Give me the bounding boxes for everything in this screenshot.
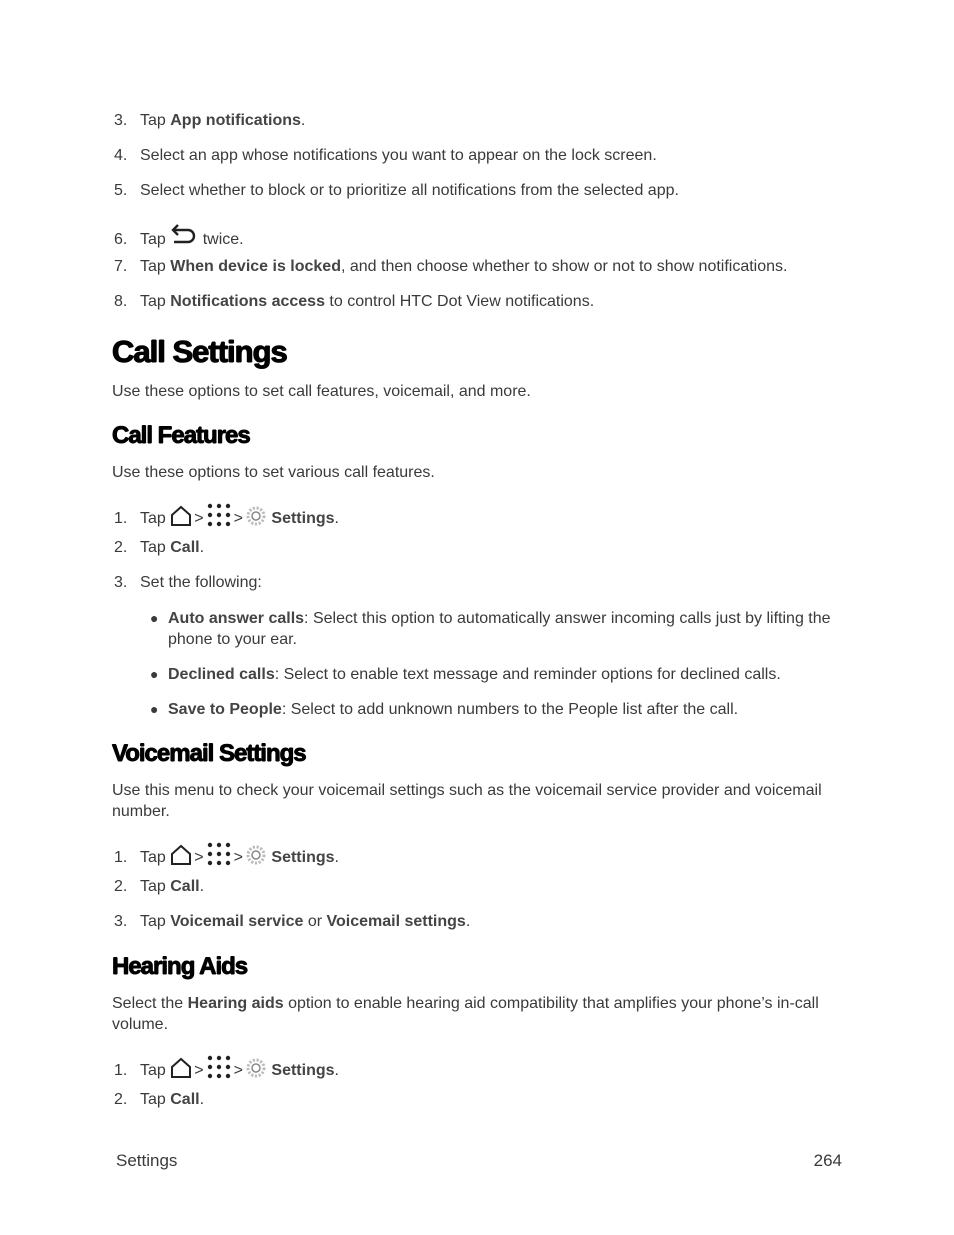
- call-features-step-call: 2. Tap Call.: [114, 539, 205, 556]
- call-settings-intro: Use these options to set call features, voicemail, and more.: [112, 383, 531, 400]
- bullet-declined-calls: ● Declined calls: Select to enable text message and reminder options for declined calls.: [150, 666, 781, 683]
- voicemail-step-call: 2. Tap Call.: [114, 878, 205, 895]
- footer-page-number: 264: [813, 1151, 842, 1170]
- hearing-aids-step-call: 2. Tap Call.: [114, 1091, 205, 1108]
- settings-gear-icon: [245, 844, 267, 872]
- apps-grid-icon: [206, 842, 232, 872]
- apps-grid-icon: [206, 1055, 232, 1085]
- home-icon: [170, 505, 192, 533]
- bullet-auto-answer: ● Auto answer calls: Select this option to automatically answer incoming calls just by lifting the phone to your ear.: [150, 610, 831, 648]
- step-app-notifications: 3. Tap App notifications.: [114, 112, 306, 129]
- voicemail-intro: Use this menu to check your voicemail settings such as the voicemail service provider and voicemail number.: [112, 782, 822, 820]
- call-features-step-set-following: 3. Set the following:: [114, 574, 262, 591]
- voicemail-settings-heading: Voicemail Settings: [112, 740, 306, 767]
- step-tap-back-twice: 6. Tap twice.: [114, 222, 854, 252]
- step-block-prioritize: 5. Select whether to block or to prioritize all notifications from the selected app.: [114, 182, 679, 199]
- bullet-dot: ●: [150, 610, 159, 626]
- bullet-save-to-people: ● Save to People: Select to add unknown numbers to the People list after the call.: [150, 701, 739, 718]
- step-notifications-access: 8. Tap Notifications access to control HTC Dot View notifications.: [114, 293, 595, 310]
- settings-gear-icon: [245, 1057, 267, 1085]
- hearing-aids-heading: Hearing Aids: [112, 953, 248, 980]
- call-features-intro: Use these options to set various call features.: [112, 464, 435, 481]
- call-features-heading: Call Features: [112, 422, 250, 449]
- bullet-dot: ●: [150, 701, 159, 717]
- call-features-step-open-settings: 1. Tap > > Settings.: [114, 503, 854, 533]
- settings-gear-icon: [245, 505, 267, 533]
- back-arrow-icon: [170, 222, 198, 252]
- apps-grid-icon: [206, 503, 232, 533]
- step-when-device-locked: 7. Tap When device is locked, and then choose whether to show or not to show notifications.: [114, 258, 788, 275]
- bullet-dot: ●: [150, 666, 159, 682]
- step-select-app: 4. Select an app whose notifications you want to appear on the lock screen.: [114, 147, 657, 164]
- call-settings-heading: Call Settings: [112, 334, 287, 369]
- voicemail-step-service: 3. Tap Voicemail service or Voicemail settings.: [114, 913, 471, 930]
- footer-section-label: Settings: [116, 1151, 178, 1170]
- home-icon: [170, 1057, 192, 1085]
- voicemail-step-open-settings: 1. Tap > > Settings.: [114, 842, 854, 872]
- home-icon: [170, 844, 192, 872]
- hearing-aids-intro: Select the Hearing aids option to enable hearing aid compatibility that amplifies your phone’s in-call volume.: [112, 995, 819, 1033]
- hearing-aids-step-open-settings: 1. Tap > > Settings.: [114, 1055, 854, 1085]
